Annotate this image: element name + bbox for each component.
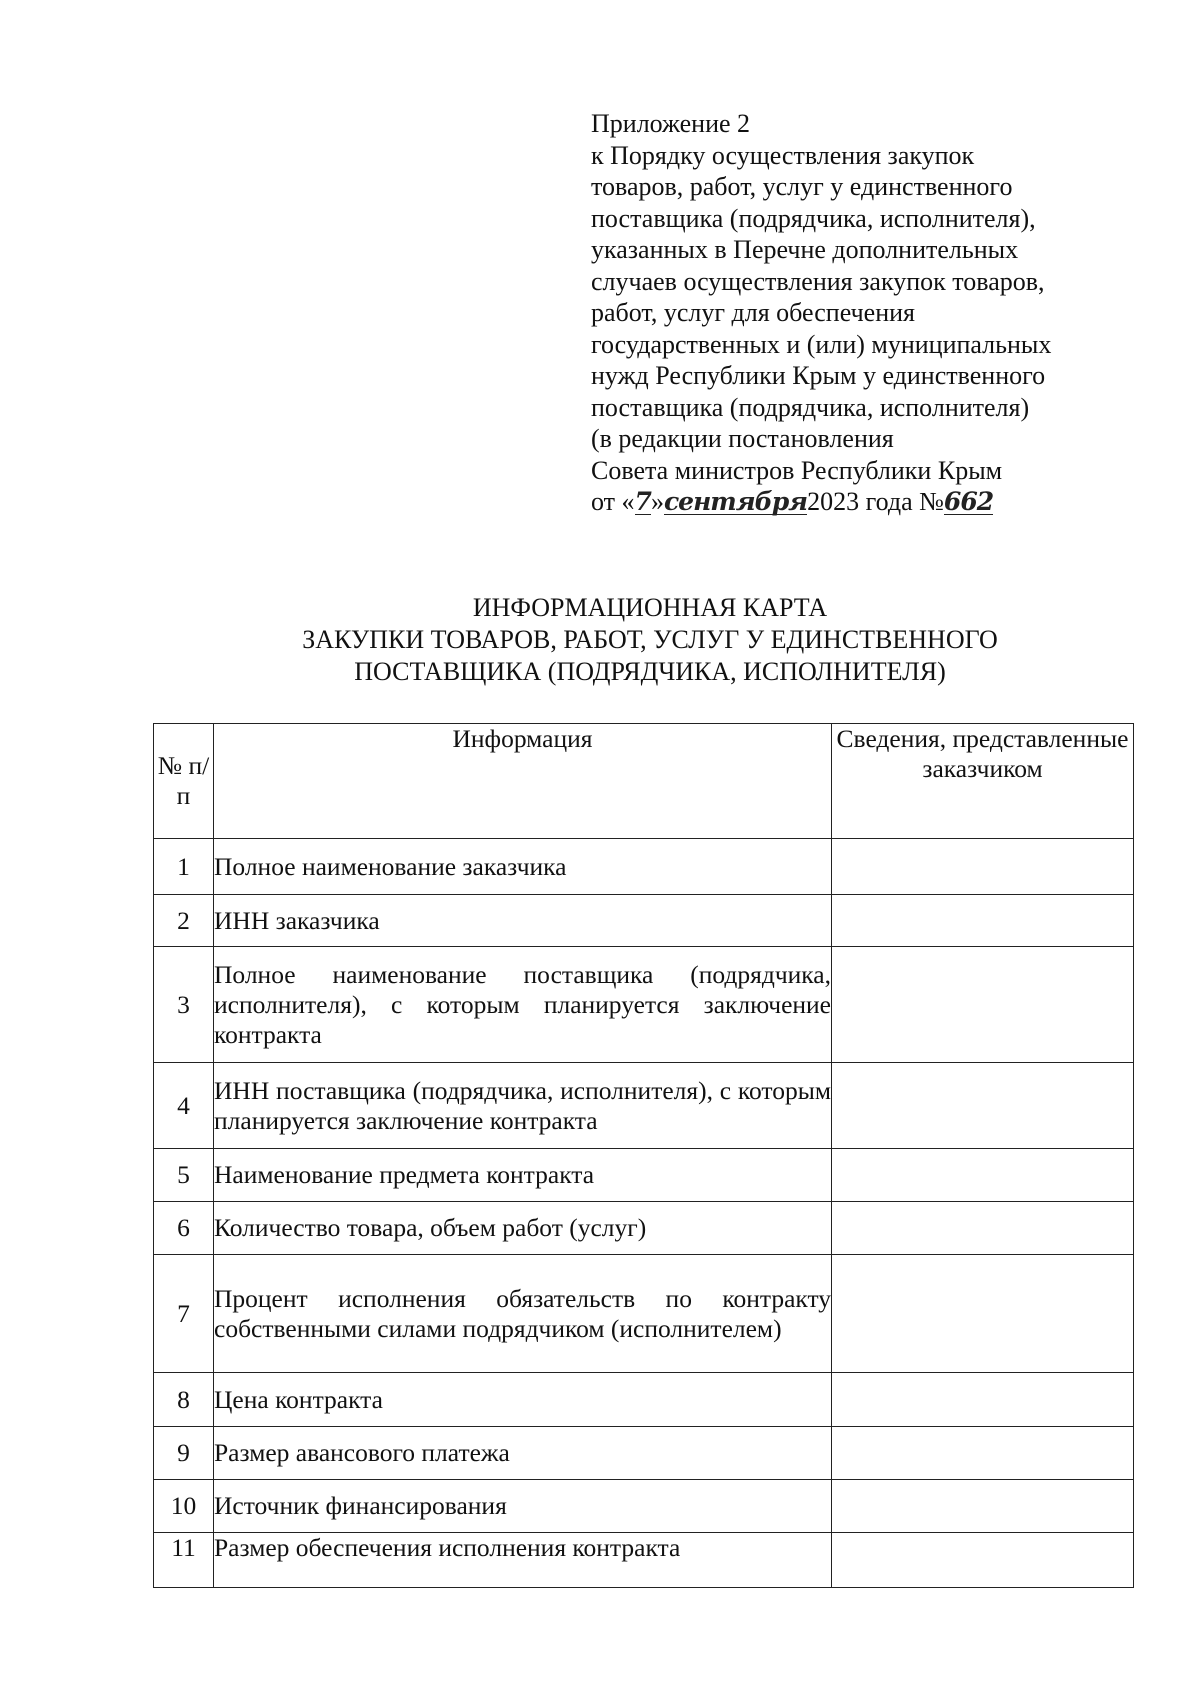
row-number: 2 xyxy=(154,895,214,947)
appendix-line: поставщика (подрядчика, исполнителя) xyxy=(591,392,1030,422)
row-number: 3 xyxy=(154,947,214,1063)
appendix-line: (в редакции постановления xyxy=(591,424,894,453)
title-line-2: ЗАКУПКИ ТОВАРОВ, РАБОТ, УСЛУГ У ЕДИНСТВЕННОГО xyxy=(302,625,998,654)
header-customer-data: Сведения, представленные заказчиком xyxy=(832,724,1134,839)
date-mid: » xyxy=(650,487,664,516)
appendix-line: работ, услуг для обеспечения xyxy=(591,298,915,327)
appendix-line: указанных в Перечне дополнительных xyxy=(591,235,1019,264)
table-row xyxy=(154,947,1134,1063)
date-year: 2023 года № xyxy=(807,487,944,516)
table-row xyxy=(154,1149,1134,1202)
row-number: 7 xyxy=(154,1255,214,1373)
table-row xyxy=(154,1063,1134,1149)
appendix-line: государственных и (или) муниципальных xyxy=(591,329,1052,359)
table-row xyxy=(154,1480,1134,1533)
document-title xyxy=(150,592,1150,688)
appendix-line: нужд Республики Крым у единственного xyxy=(591,361,1046,390)
title-line-1: ИНФОРМАЦИОННАЯ КАРТА xyxy=(472,593,828,622)
row-info: ИНН заказчика xyxy=(214,895,832,947)
row-value-cell[interactable] xyxy=(832,1202,1134,1255)
row-info: Источник финансирования xyxy=(214,1480,832,1533)
row-number: 10 xyxy=(154,1480,214,1533)
row-number: 5 xyxy=(154,1149,214,1202)
row-value-cell[interactable] xyxy=(832,895,1134,947)
row-number: 6 xyxy=(154,1202,214,1255)
row-value-cell[interactable] xyxy=(832,839,1134,895)
appendix-line: поставщика (подрядчика, исполнителя), xyxy=(591,203,1036,233)
row-value-cell[interactable] xyxy=(832,1255,1134,1373)
row-number: 9 xyxy=(154,1427,214,1480)
doc-number-field xyxy=(943,487,994,516)
row-number: 1 xyxy=(154,839,214,895)
row-value-cell[interactable] xyxy=(832,1373,1134,1427)
row-info: Наименование предмета контракта xyxy=(214,1149,832,1202)
row-info: Процент исполнения обязательств по контракту собственными силами подрядчиком (исполнителем) xyxy=(214,1255,832,1373)
header-number: № п/п xyxy=(154,724,214,839)
table-header-row xyxy=(154,724,1134,839)
date-prefix: от « xyxy=(591,487,635,516)
row-value-cell[interactable] xyxy=(832,1533,1134,1588)
row-value-cell[interactable] xyxy=(832,1480,1134,1533)
row-info: Цена контракта xyxy=(214,1373,832,1427)
table-row xyxy=(154,1255,1134,1373)
row-number: 8 xyxy=(154,1373,214,1427)
appendix-line: к Порядку осуществления закупок xyxy=(591,140,975,170)
row-info: Полное наименование заказчика xyxy=(214,839,832,895)
table-row xyxy=(154,1373,1134,1427)
row-number: 11 xyxy=(154,1533,214,1588)
doc-number: 662 xyxy=(943,487,994,516)
appendix-header xyxy=(591,108,1111,518)
row-info: Полное наименование поставщика (подрядчика, исполнителя), с которым планируется заключение контракта xyxy=(214,947,832,1063)
date-day-field xyxy=(634,487,651,516)
row-info: Размер авансового платежа xyxy=(214,1427,832,1480)
table-row xyxy=(154,895,1134,947)
row-info: Размер обеспечения исполнения контракта xyxy=(214,1533,832,1588)
resolution-date-line xyxy=(591,486,1111,518)
table-row xyxy=(154,1202,1134,1255)
row-value-cell[interactable] xyxy=(832,1149,1134,1202)
appendix-line: случаев осуществления закупок товаров, xyxy=(591,266,1045,296)
table-row xyxy=(154,1427,1134,1480)
appendix-line: Приложение 2 xyxy=(591,109,751,138)
row-info: Количество товара, объем работ (услуг) xyxy=(214,1202,832,1255)
row-value-cell[interactable] xyxy=(832,1063,1134,1149)
row-value-cell[interactable] xyxy=(832,1427,1134,1480)
appendix-line: товаров, работ, услуг у единственного xyxy=(591,172,1013,201)
header-information: Информация xyxy=(214,724,832,839)
title-line-3: ПОСТАВЩИКА (ПОДРЯДЧИКА, ИСПОЛНИТЕЛЯ) xyxy=(354,657,946,686)
date-month-field xyxy=(663,487,808,516)
row-number: 4 xyxy=(154,1063,214,1149)
information-table xyxy=(153,723,1134,1588)
appendix-line: Совета министров Республики Крым xyxy=(591,455,1003,485)
row-value-cell[interactable] xyxy=(832,947,1134,1063)
row-info: ИНН поставщика (подрядчика, исполнителя), с которым планируется заключение контракта xyxy=(214,1063,832,1149)
date-month: сентября xyxy=(663,487,808,516)
date-day: 7 xyxy=(634,487,651,516)
table-row xyxy=(154,1533,1134,1588)
table-row xyxy=(154,839,1134,895)
